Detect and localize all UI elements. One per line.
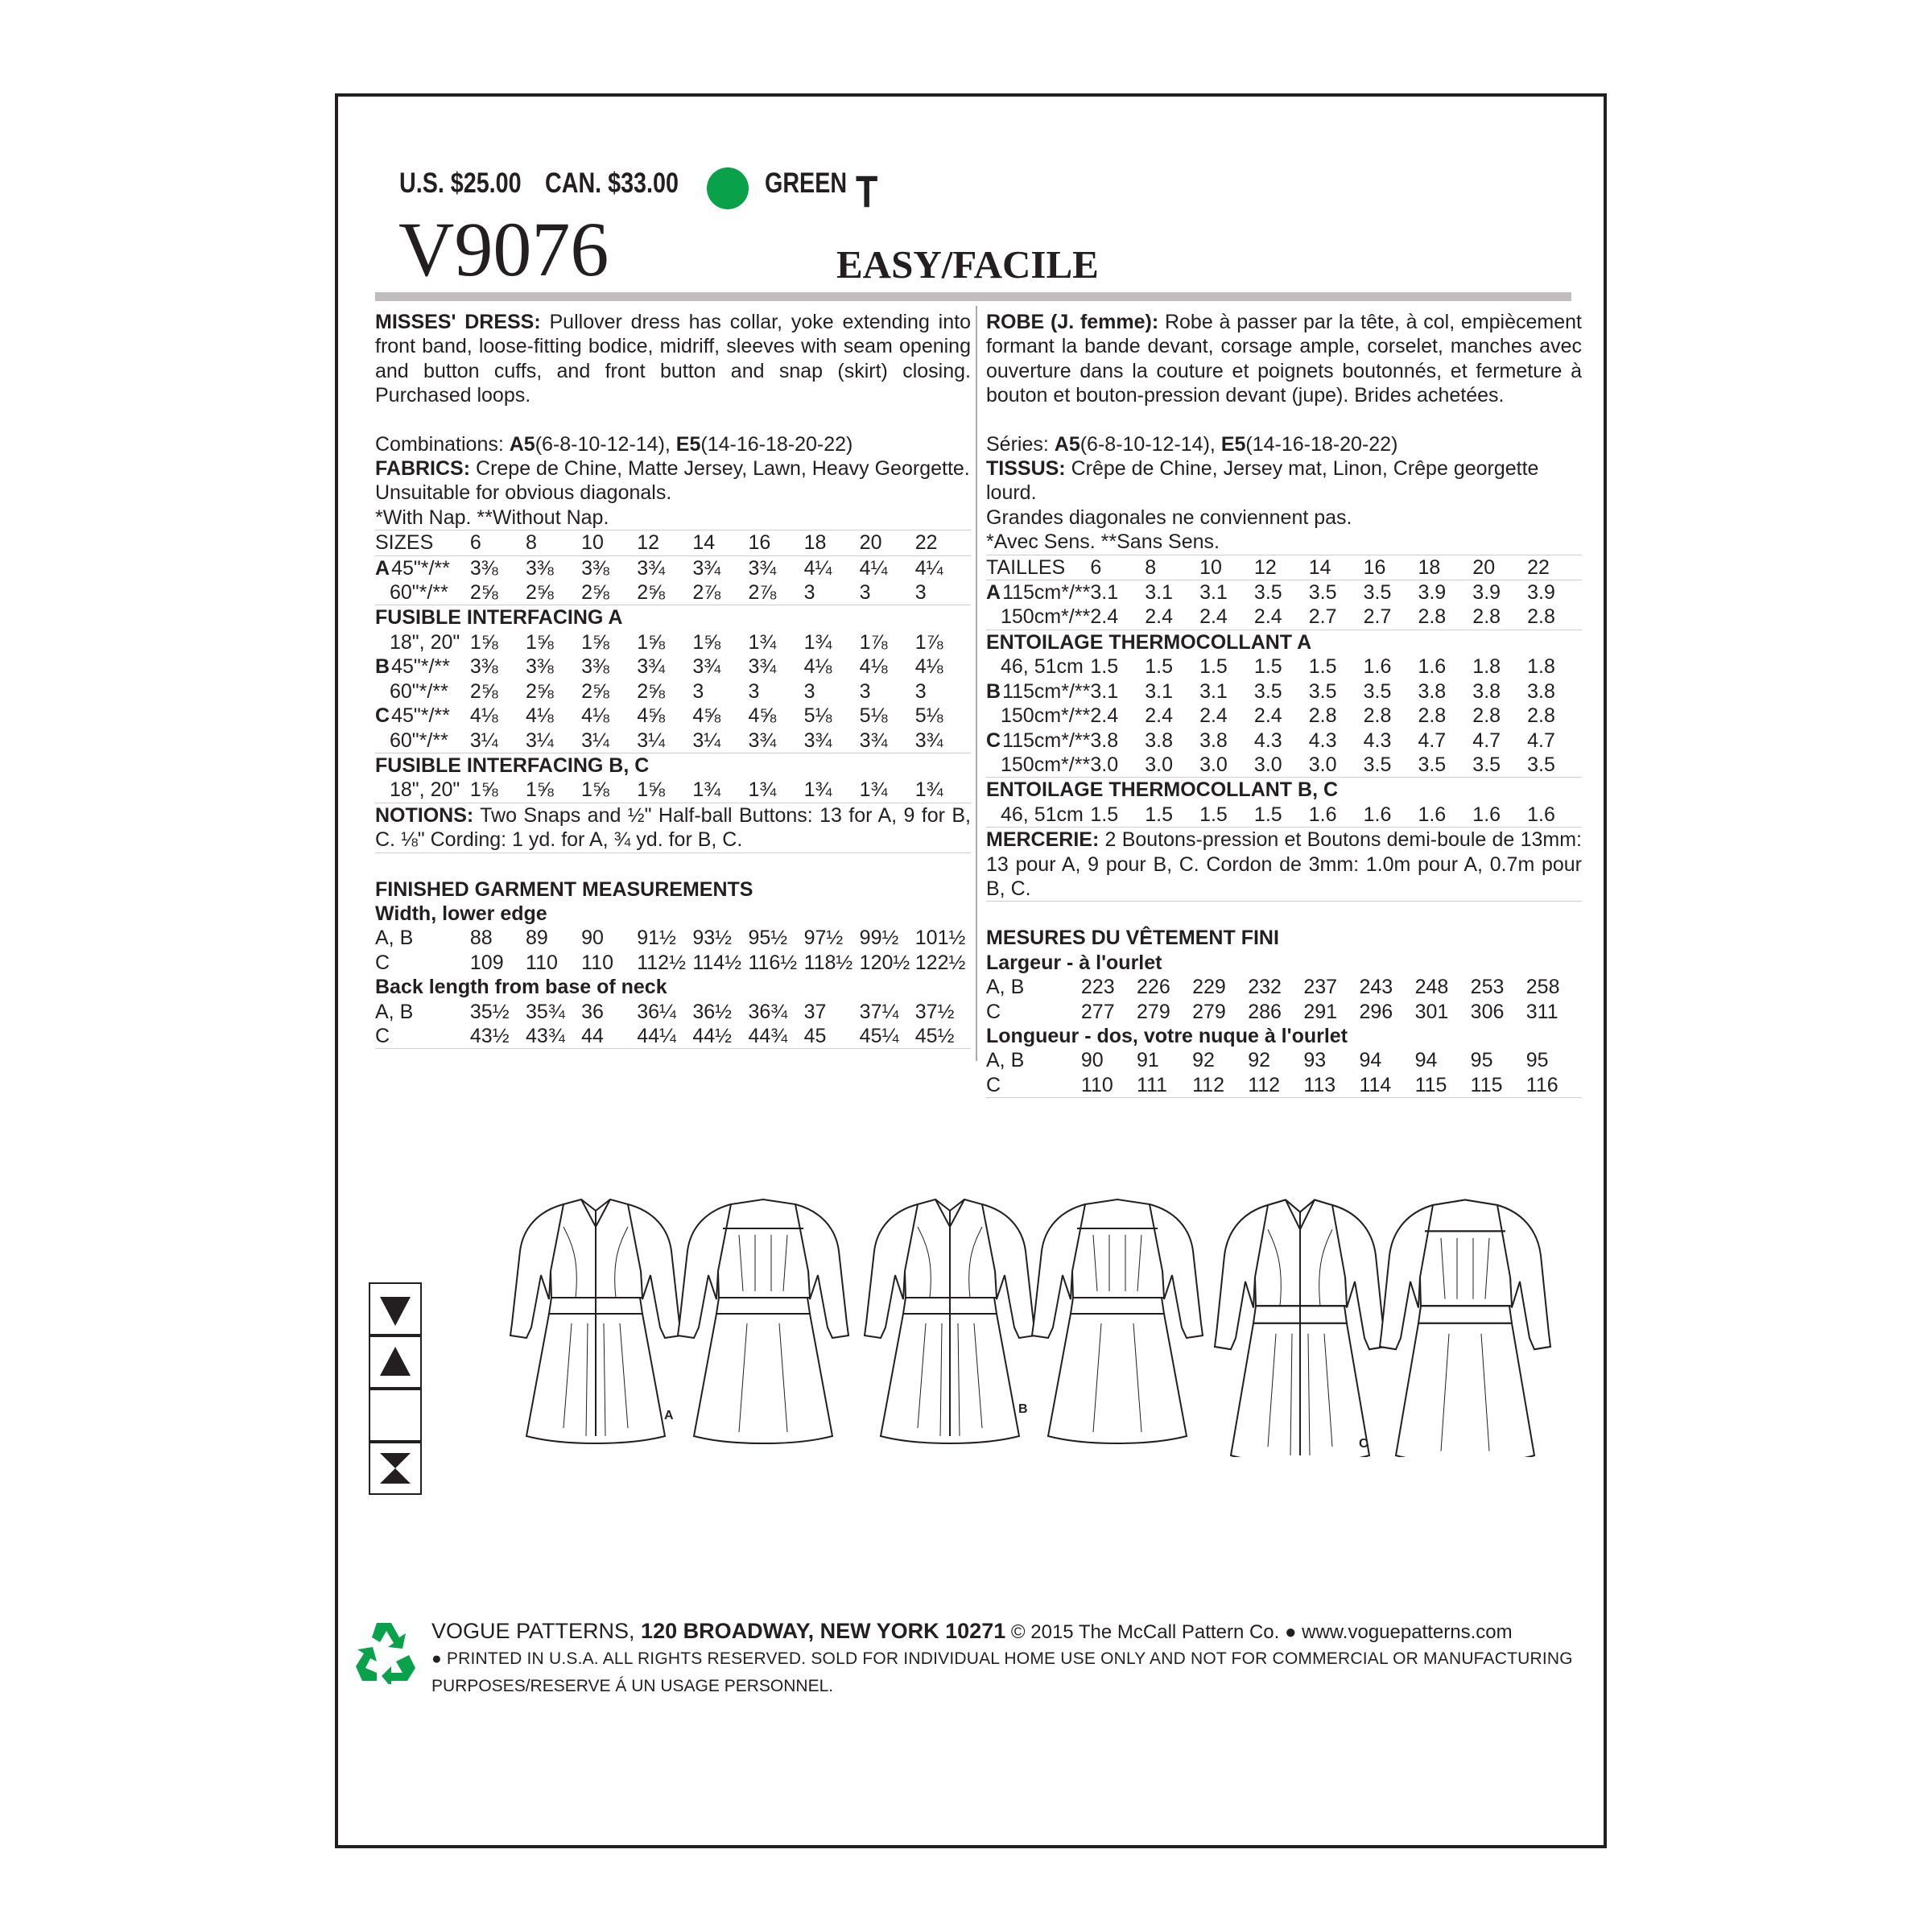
table-cell: 3 (915, 580, 971, 605)
table-cell: 1¾ (860, 778, 915, 803)
table-cell: 3⅜ (526, 655, 554, 679)
sizes-header-row: SIZES 6 8 10 12 14 16 18 20 22 (375, 530, 971, 555)
row-label: C115cm*/** (986, 729, 1091, 752)
table-cell: 3.1 (1090, 581, 1119, 605)
table-cell: 3.0 (1145, 753, 1199, 778)
table-cell: 1⅝ (581, 778, 637, 803)
table-row (986, 679, 1582, 704)
table-row (375, 679, 971, 704)
table-cell: 3.5 (1527, 753, 1582, 778)
table-row (986, 729, 1582, 753)
table-cell: 3¾ (804, 729, 860, 753)
table-cell: 1⅝ (526, 630, 554, 654)
table-cell: 2.4 (1090, 605, 1145, 630)
table-row (986, 753, 1582, 778)
table-cell: 1⅝ (469, 630, 498, 654)
table-cell: 4.7 (1418, 729, 1447, 752)
yardage-table-fr (986, 555, 1582, 828)
table-cell: 3 (748, 679, 760, 703)
table-cell: 2.8 (1418, 704, 1447, 728)
table-row (986, 654, 1582, 679)
view-b-back (1032, 1199, 1203, 1443)
notch-down-icon (369, 1282, 422, 1335)
table-cell: 2⅞ (692, 580, 748, 605)
notch-up-icon (369, 1335, 422, 1389)
table-row (986, 605, 1582, 630)
table-cell: 1.6 (1527, 803, 1582, 828)
notions-fr: MERCERIE: 2 Boutons-pression et Boutons demi-boule de 13mm: 13 pour A, 9 pour B, C. Cordon de 3mm: 1.0m pour A, 0.7m pour B, C. (986, 828, 1582, 902)
table-cell: 1.5 (1145, 803, 1199, 828)
table-cell: 2.4 (1253, 704, 1282, 728)
table-cell: 3 (914, 679, 927, 703)
view-c-back (1380, 1199, 1550, 1457)
table-cell: 3.1 (1199, 679, 1228, 703)
header-rule (375, 292, 1571, 301)
table-cell: 1¾ (803, 630, 832, 654)
table-cell: 3.8 (1418, 679, 1447, 703)
table-cell: 4¼ (914, 556, 943, 580)
pattern-letter: T (856, 166, 878, 217)
table-cell: 3¼ (470, 729, 526, 753)
double-notch-icon (369, 1442, 422, 1495)
us-price: U.S. $25.00 (399, 167, 522, 199)
row-label: 18", 20" (375, 778, 470, 803)
table-row: A, B 88 89 90 91½ 93½ 95½ 97½ 99½ 101½ (375, 927, 966, 950)
table-cell: 3.5 (1308, 581, 1337, 605)
table-cell: 1⅝ (692, 630, 721, 654)
difficulty-label: EASY/FACILE (836, 242, 1099, 287)
table-cell: 1⅝ (637, 778, 692, 803)
table-cell: 5⅛ (914, 704, 943, 728)
table-cell: 4⅝ (637, 704, 665, 728)
table-cell: 4¼ (859, 556, 888, 580)
table-cell: 2⅞ (748, 580, 803, 605)
table-row (375, 778, 971, 803)
row-label: B115cm*/** (986, 679, 1091, 703)
table-cell: 1.6 (1418, 655, 1447, 679)
row-label: 60"*/** (390, 679, 448, 703)
table-cell: 2.4 (1090, 704, 1119, 728)
column-divider (976, 306, 977, 1061)
sizes-header-row: TAILLES 6 8 10 12 14 16 18 20 22 (986, 555, 1582, 580)
measurements-table-fr (986, 926, 1582, 1098)
table-row (375, 630, 971, 654)
blank-box (369, 1389, 422, 1442)
row-label: C45"*/** (375, 704, 450, 728)
combinations-fr: Séries: A5(6-8-10-12-14), E5(14-16-18-20-22) (986, 432, 1398, 456)
table-cell: 4⅛ (914, 655, 943, 679)
table-cell: 1⅝ (470, 778, 526, 803)
table-cell: 2⅝ (469, 679, 498, 703)
recycle-icon (353, 1620, 419, 1684)
nap-note-fr: *Avec Sens. **Sans Sens. (986, 530, 1582, 555)
table-cell: 3.0 (1199, 753, 1254, 778)
table-cell: 3.5 (1363, 679, 1392, 703)
table-cell: 3.9 (1418, 581, 1447, 605)
fabrics: FABRICS: Crepe de Chine, Matte Jersey, Lawn, Heavy Georgette. Unsuitable for obvious diagonals. (375, 457, 970, 505)
table-cell: 1⅞ (859, 630, 888, 654)
table-cell: 1¾ (748, 778, 803, 803)
footer-line2: ● PRINTED IN U.S.A. ALL RIGHTS RESERVED. SOLD FOR INDIVIDUAL HOME USE ONLY AND NOT FOR COMMERCIAL OR MANUFACTURING (431, 1649, 1573, 1668)
can-price: CAN. $33.00 (545, 167, 679, 199)
table-cell: 3¾ (748, 556, 777, 580)
row-label: 150cm*/** (1001, 704, 1091, 728)
table-cell: 1.6 (1472, 803, 1527, 828)
section-heading: Largeur - à l'ourlet (986, 951, 1162, 974)
table-cell: 3 (803, 679, 815, 703)
view-b-front (865, 1199, 1035, 1443)
table-cell: 3.5 (1308, 679, 1337, 703)
table-cell: 2.7 (1364, 605, 1418, 630)
combinations: Combinations: A5(6-8-10-12-14), E5(14-16-18-20-22) (375, 432, 853, 456)
table-cell: 2.8 (1363, 704, 1392, 728)
table-cell: 4.7 (1527, 729, 1555, 752)
table-row (375, 654, 971, 679)
view-c-front (1215, 1199, 1385, 1457)
table-cell: 3.5 (1253, 581, 1282, 605)
table-cell: 4⅛ (581, 704, 609, 728)
measurements-table (375, 877, 971, 1050)
row-label: 46, 51cm (986, 803, 1090, 828)
table-cell: 3¼ (692, 729, 748, 753)
table-cell: 3¼ (526, 729, 581, 753)
table-cell: 2.8 (1527, 704, 1555, 728)
view-label-c: C (1359, 1437, 1368, 1451)
french-column (986, 310, 1582, 1098)
view-a-back (678, 1199, 848, 1443)
table-cell: 3.0 (1254, 753, 1309, 778)
row-label: 18", 20" (390, 630, 460, 654)
table-row: A, B 90 91 92 92 93 94 94 95 95 (986, 1049, 1549, 1072)
table-cell: 2.4 (1199, 605, 1254, 630)
table-cell: 2.8 (1418, 605, 1472, 630)
table-cell: 3¾ (692, 655, 721, 679)
table-cell: 4⅛ (859, 655, 888, 679)
section-heading: MESURES DU VÊTEMENT FINI (986, 927, 1279, 950)
table-cell: 3⅜ (469, 556, 498, 580)
footer-line1: VOGUE PATTERNS, 120 BROADWAY, NEW YORK 10271 © 2015 The McCall Pattern Co. ● www.voguepatterns.com (431, 1619, 1513, 1643)
table-row (375, 704, 971, 728)
table-cell: 4.3 (1253, 729, 1282, 752)
table-cell: 1.6 (1363, 655, 1392, 679)
table-cell: 3.1 (1145, 679, 1173, 703)
table-cell: 1¾ (804, 778, 860, 803)
table-cell: 3.9 (1527, 581, 1555, 605)
table-cell: 3.1 (1199, 581, 1228, 605)
table-cell: 3.8 (1472, 679, 1501, 703)
section-heading: Longueur - dos, votre nuque à l'ourlet (986, 1024, 1348, 1047)
table-cell: 2.8 (1472, 704, 1501, 728)
section-heading: ENTOILAGE THERMOCOLLANT A (986, 630, 1312, 654)
table-cell: 1.5 (1199, 803, 1254, 828)
table-cell: 1⅝ (637, 630, 665, 654)
table-cell: 5⅛ (859, 704, 888, 728)
table-cell: 4.3 (1363, 729, 1392, 752)
table-cell: 1.6 (1364, 803, 1418, 828)
table-cell: 3.8 (1199, 729, 1228, 752)
dress-illustrations (499, 1183, 1578, 1457)
table-cell: 4.7 (1472, 729, 1501, 752)
table-cell: 4¼ (803, 556, 832, 580)
color-dot (707, 167, 749, 209)
table-cell: 2⅝ (526, 679, 554, 703)
row-label: 60"*/** (375, 729, 470, 753)
table-cell: 1.8 (1527, 655, 1555, 679)
table-cell: 3.5 (1472, 753, 1527, 778)
row-label: 60"*/** (375, 580, 470, 605)
view-label-b: B (1018, 1402, 1028, 1416)
table-cell: 1⅝ (581, 630, 609, 654)
table-cell: 1.5 (1145, 655, 1173, 679)
table-cell: 3¼ (637, 729, 692, 753)
table-cell: 2⅝ (526, 580, 581, 605)
table-cell: 3.0 (1309, 753, 1364, 778)
table-cell: 3 (860, 580, 915, 605)
table-cell: 3.0 (1090, 753, 1145, 778)
row-label: B45"*/** (375, 655, 450, 679)
table-row (986, 704, 1582, 728)
description-fr: ROBE (J. femme): Robe à passer par la tête, à col, empiècement formant la bande devant, corsage ample, corselet, manches avec ouverture dans la couture et poignets boutonnés, et fermeture à bouton et bouton-pression devant (jupe). Brides achetées. (986, 311, 1582, 407)
table-cell: 2.4 (1145, 605, 1199, 630)
table-row: C 277 279 279 286 291 296 301 306 311 (986, 1000, 1558, 1023)
yardage-table (375, 530, 971, 803)
table-cell: 2⅝ (581, 580, 637, 605)
table-cell: 1¾ (692, 778, 748, 803)
table-cell: 3¾ (860, 729, 915, 753)
table-cell: 2⅝ (637, 679, 665, 703)
table-cell: 1.5 (1253, 655, 1282, 679)
fabrics-fr: TISSUS: Crêpe de Chine, Jersey mat, Linon, Crêpe georgette lourd. (986, 457, 1539, 505)
section-heading: FINISHED GARMENT MEASUREMENTS (375, 877, 753, 901)
table-row (375, 729, 971, 753)
table-cell: 2⅝ (581, 679, 609, 703)
table-cell: 3¾ (915, 729, 971, 753)
row-label: A45"*/** (375, 556, 450, 580)
table-cell: 4⅛ (803, 655, 832, 679)
table-cell: 3⅜ (581, 655, 609, 679)
row-label: 46, 51cm (1001, 655, 1084, 679)
table-row (375, 555, 971, 580)
table-cell: 2.8 (1308, 704, 1337, 728)
table-row (986, 580, 1582, 605)
table-cell: 4⅛ (469, 704, 498, 728)
table-cell: 3.5 (1253, 679, 1282, 703)
table-row: C 110 111 112 112 113 114 115 115 116 (986, 1073, 1582, 1098)
table-cell: 3¾ (637, 556, 665, 580)
table-cell: 1.6 (1418, 803, 1472, 828)
table-cell: 3 (692, 679, 704, 703)
color-label: GREEN (765, 167, 848, 199)
table-cell: 2.8 (1527, 605, 1582, 630)
table-cell: 1¾ (915, 778, 971, 803)
pattern-number: V9076 (398, 206, 609, 292)
table-cell: 1.5 (1199, 655, 1228, 679)
table-cell: 2.4 (1199, 704, 1228, 728)
table-cell: 3¾ (637, 655, 665, 679)
table-cell: 3⅜ (526, 556, 554, 580)
table-cell: 1⅞ (914, 630, 943, 654)
english-column (375, 310, 971, 1049)
table-cell: 3.5 (1364, 753, 1418, 778)
table-cell: 2.4 (1145, 704, 1173, 728)
table-cell: 3.8 (1527, 679, 1555, 703)
table-cell: 3.5 (1418, 753, 1472, 778)
nap-note: *With Nap. **Without Nap. (375, 506, 971, 530)
table-cell: 3⅜ (469, 655, 498, 679)
table-row (375, 580, 971, 605)
table-cell: 2.8 (1472, 605, 1527, 630)
table-cell: 4.3 (1308, 729, 1337, 752)
table-cell: 3.1 (1145, 581, 1173, 605)
notions: NOTIONS: Two Snaps and ½" Half-ball Buttons: 13 for A, 9 for B, C. ⅛" Cording: 1 yd. for A, ¾ yd. for B, C. (375, 803, 971, 853)
table-cell: 1.6 (1309, 803, 1364, 828)
view-label-a: A (664, 1409, 674, 1422)
table-cell: 2.4 (1254, 605, 1309, 630)
table-cell: 4⅛ (526, 704, 554, 728)
table-cell: 3 (859, 679, 871, 703)
table-cell: 5⅛ (803, 704, 832, 728)
table-cell: 3⅜ (581, 556, 609, 580)
table-cell: 3.9 (1472, 581, 1501, 605)
section-heading: FUSIBLE INTERFACING B, C (375, 753, 650, 777)
table-cell: 3.8 (1145, 729, 1173, 752)
row-label: 150cm*/** (986, 605, 1090, 630)
row-label: A115cm*/** (986, 581, 1091, 605)
row-label: 150cm*/** (986, 753, 1090, 778)
table-row: C 109 110 110 112½ 114½ 116½ 118½ 120½ 122½ (375, 951, 966, 974)
table-cell: 1.5 (1308, 655, 1337, 679)
table-cell: 1¾ (748, 630, 777, 654)
table-cell: 3¾ (748, 655, 777, 679)
table-cell: 3.8 (1090, 729, 1119, 752)
table-cell: 2⅝ (637, 580, 692, 605)
table-cell: 4⅝ (748, 704, 777, 728)
table-row (986, 803, 1582, 828)
table-cell: 1.8 (1472, 655, 1501, 679)
footer-line3: PURPOSES/RESERVE Á UN USAGE PERSONNEL. (431, 1677, 834, 1695)
table-cell: 1.5 (1254, 803, 1309, 828)
section-heading: Back length from base of neck (375, 976, 667, 999)
table-cell: 1.5 (1090, 655, 1119, 679)
table-row: A, B 35½ 35¾ 36 36¼ 36½ 36¾ 37 37¼ 37½ (375, 1000, 955, 1023)
table-cell: 1⅝ (526, 778, 581, 803)
table-row: C 43½ 43¾ 44 44¼ 44½ 44¾ 45 45¼ 45½ (375, 1024, 971, 1049)
table-cell: 3 (804, 580, 860, 605)
table-cell: 3¾ (748, 729, 803, 753)
diagonals-fr: Grandes diagonales ne conviennent pas. (986, 506, 1352, 529)
table-cell: 2⅝ (470, 580, 526, 605)
table-cell: 1.5 (1090, 803, 1145, 828)
description: MISSES' DRESS: Pullover dress has collar, yoke extending into front band, loose-fitting bodice, midriff, sleeves with seam opening and button cuffs, and front button and snap (skirt) closing. Purchased loops. (375, 311, 971, 407)
table-cell: 3.1 (1090, 679, 1119, 703)
table-cell: 3¾ (692, 556, 721, 580)
table-cell: 2.7 (1309, 605, 1364, 630)
table-cell: 3¼ (581, 729, 637, 753)
table-cell: 3.5 (1363, 581, 1392, 605)
view-a-front (510, 1199, 681, 1443)
section-heading: Width, lower edge (375, 902, 547, 925)
section-heading: ENTOILAGE THERMOCOLLANT B, C (986, 778, 1339, 802)
section-heading: FUSIBLE INTERFACING A (375, 606, 623, 630)
table-row: A, B 223 226 229 232 237 243 248 253 258 (986, 976, 1560, 999)
table-cell: 4⅝ (692, 704, 721, 728)
